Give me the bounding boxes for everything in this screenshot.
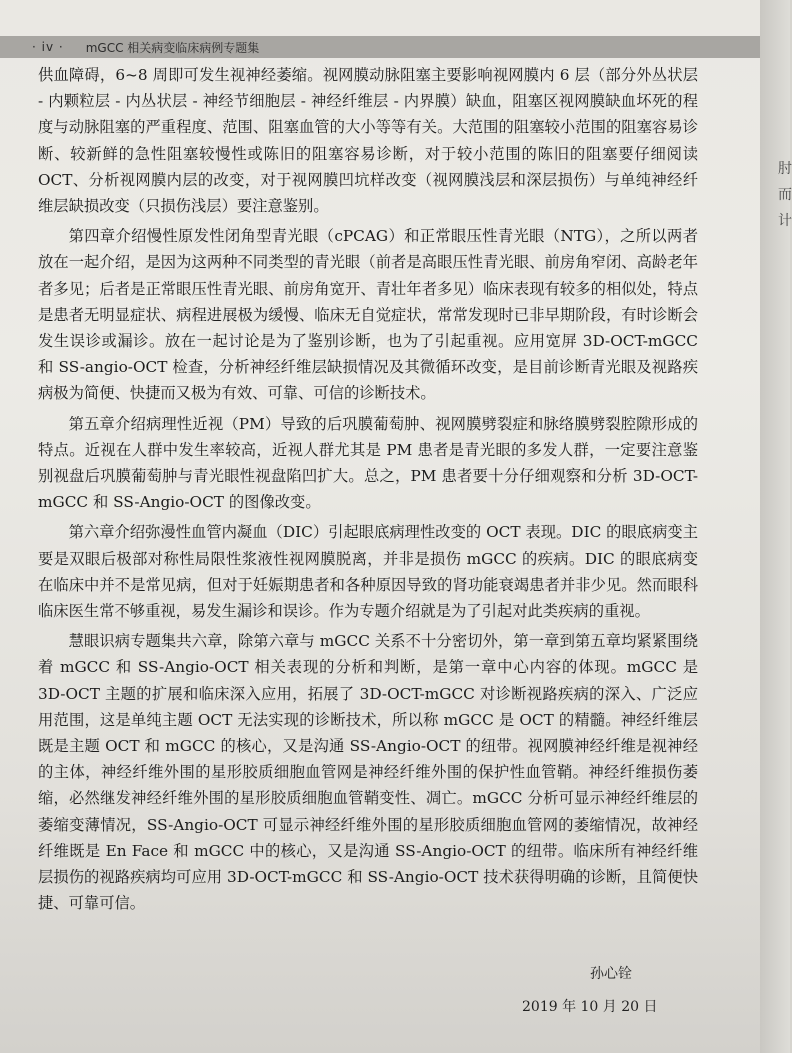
paragraph: 第四章介绍慢性原发性闭角型青光眼（cPCAG）和正常眼压性青光眼（NTG），之所以两者放在一起介绍，是因为这两种不同类型的青光眼（前者是高眼压性青光眼、前房角窄闭、高龄老年者多见；后者是正常眼压性青光眼、前房角宽开、青壮年者多见）临床表现有较多的相似处，特点是患者无明显症状、病程进展极为缓慢、临床无自觉症状，常常发现时已非早期阶段，有时诊断会发生误诊或漏诊。放在一起讨论是为了鉴别诊断，也为了引起重视。应用宽屏 3D-OCT-mGCC 和 SS-angio-OCT 检查，分析神经纤维层缺损情况及其微循环改变，是目前诊断青光眼及视路疾病极为简便、快捷而又极为有效、可靠、可信的诊断技术。 (38, 227, 698, 403)
author-signature: 孙心铨 (590, 966, 632, 982)
signature-date: 2019 年 10 月 20 日 (522, 999, 658, 1015)
adjacent-page-edge (760, 0, 790, 1053)
running-header (0, 36, 760, 58)
paragraph: 供血障碍，6~8 周即可发生视神经萎缩。视网膜动脉阻塞主要影响视网膜内 6 层（部分外丛状层 - 内颗粒层 - 内丛状层 - 神经节细胞层 - 神经纤维层 - 内界膜）缺血，阻塞区视网膜缺血坏死的程度与动脉阻塞的严重程度、范围、阻塞血管的大小等等有关。大范围的阻塞较小范围的阻塞容易诊断、较新鲜的急性阻塞较慢性或陈旧的阻塞容易诊断，对于较小范围的陈旧的阻塞要仔细阅读 OCT、分析视网膜内层的改变，对于视网膜凹坑样改变（视网膜浅层和深层损伤）与单纯神经纤维层缺损改变（只损伤浅层）要注意鉴别。 (38, 66, 698, 216)
paragraph: 第六章介绍弥漫性血管内凝血（DIC）引起眼底病理性改变的 OCT 表现。DIC 的眼底病变主要是双眼后极部对称性局限性浆液性视网膜脱离，并非是损伤 mGCC 的疾病。DIC 的眼底病变在临床中并不是常见病，但对于妊娠期患者和各种原因导致的肾功能衰竭患者并非少见。然而眼科临床医生常不够重视，易发生漏诊和误诊。作为专题介绍就是为了引起对此类疾病的重视。 (38, 523, 698, 621)
body-text (38, 62, 698, 921)
page-number: · iv · (32, 40, 64, 54)
book-title: mGCC 相关病变临床病例专题集 (85, 40, 260, 55)
paragraph: 第五章介绍病理性近视（PM）导致的后巩膜葡萄肿、视网膜劈裂症和脉络膜劈裂腔隙形成的特点。近视在人群中发生率较高，近视人群尤其是 PM 患者是青光眼的多发人群，一定要注意鉴别视盘后巩膜葡萄肿与青光眼性视盘陷凹扩大。总之，PM 患者要十分仔细观察和分析 3D-OCT-mGCC 和 SS-Angio-OCT 的图像改变。 (38, 414, 698, 512)
paragraph: 慧眼识病专题集共六章，除第六章与 mGCC 关系不十分密切外，第一章到第五章均紧紧围绕着 mGCC 和 SS-Angio-OCT 相关表现的分析和判断，是第一章中心内容的体现。mGCC 是 3D-OCT 主题的扩展和临床深入应用，拓展了 3D-OCT-mGCC 对诊断视路疾病的深入、广泛应用范围，这是单纯主题 OCT 无法实现的诊断技术，所以称 mGCC 是 OCT 的精髓。神经纤维层既是主题 OCT 和 mGCC 的核心，又是沟通 SS-Angio-OCT 的纽带。视网膜神经纤维是视神经的主体，神经纤维外围的星形胶质细胞血管网是神经纤维外围的保护性血管鞘。神经纤维损伤萎缩，必然继发神经纤维外围的星形胶质细胞血管鞘变性、凋亡。mGCC 分析可显示神经纤维层的萎缩变薄情况，SS-Angio-OCT 可显示神经纤维外围的星形胶质细胞血管网的萎缩情况，故神经纤维既是 En Face 和 mGCC 中的核心，又是沟通 SS-Angio-OCT 的纽带。临床所有神经纤维层损伤的视路疾病均可应用 3D-OCT-mGCC 和 SS-Angio-OCT 技术获得明确的诊断，且简便快捷、可靠可信。 (38, 632, 698, 913)
edge-char: 计 (778, 213, 792, 229)
edge-char: 而 (778, 187, 792, 203)
edge-char: 肘 (778, 161, 792, 177)
